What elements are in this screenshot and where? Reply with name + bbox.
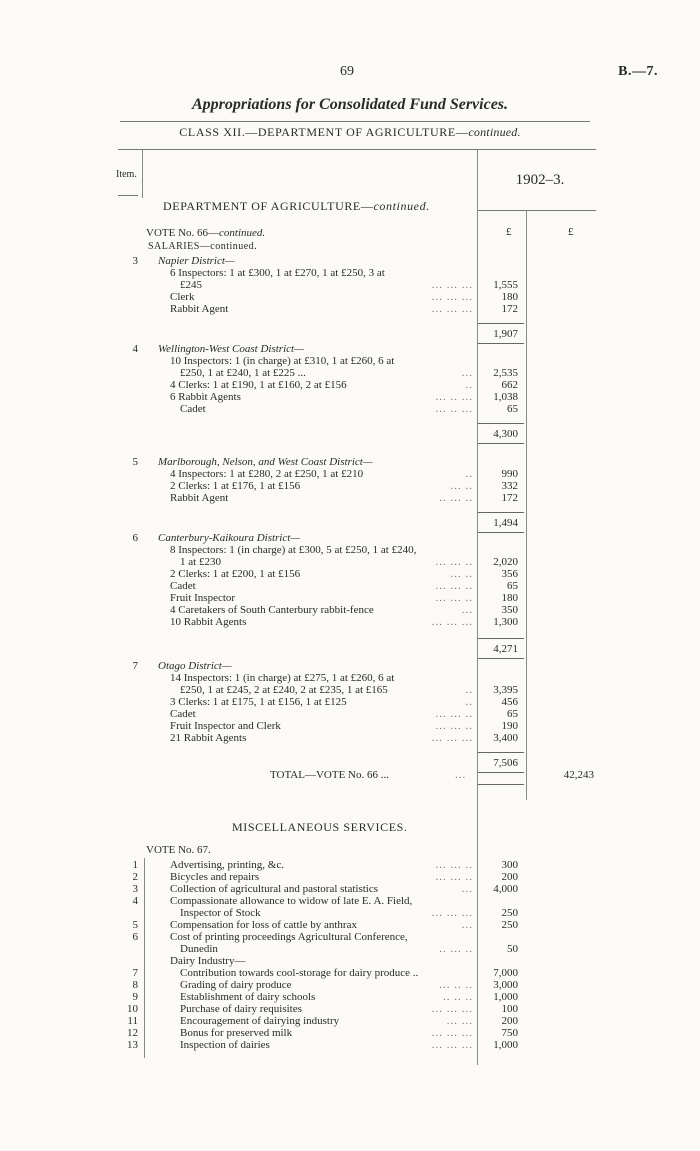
item-amount: 356 bbox=[501, 568, 518, 580]
item-description: Wellington-West Coast District— bbox=[158, 343, 304, 355]
vote-66-total-row bbox=[0, 768, 700, 782]
item-description: Fruit Inspector bbox=[170, 592, 236, 604]
item-description: 8 Inspectors: 1 (in charge) at £300, 5 at £250, 1 at £240, bbox=[170, 544, 417, 556]
leader-dots: ... ... .. bbox=[435, 871, 473, 883]
leader-dots: ... ... ... bbox=[431, 291, 473, 303]
table-row bbox=[0, 731, 700, 745]
item-number: 10 bbox=[127, 1003, 138, 1015]
subtotal-amount: 1,494 bbox=[493, 517, 518, 529]
item-number: 3 bbox=[132, 255, 138, 267]
page-title: Appropriations for Consolidated Fund Services. bbox=[191, 96, 509, 113]
table-row bbox=[0, 615, 700, 629]
item-amount: 3,400 bbox=[493, 732, 518, 744]
item-description: 10 Rabbit Agents bbox=[170, 616, 247, 628]
item-description: Advertising, printing, &c. bbox=[170, 859, 284, 871]
leader-dots: ... .. ... bbox=[435, 403, 473, 415]
leader-dots: ... .. .. bbox=[439, 979, 473, 991]
item-amount: 190 bbox=[501, 720, 518, 732]
item-amount: 1,000 bbox=[493, 1039, 518, 1051]
leader-dots: ... ... .. bbox=[435, 708, 473, 720]
item-number: 7 bbox=[132, 660, 138, 672]
item-number: 6 bbox=[132, 931, 138, 943]
item-amount: 1,555 bbox=[493, 279, 518, 291]
item-description: 4 Caretakers of South Canterbury rabbit-fence bbox=[170, 604, 374, 616]
item-amount: 300 bbox=[501, 859, 518, 871]
item-amount: 456 bbox=[501, 696, 518, 708]
item-description: £245 bbox=[180, 279, 202, 291]
item-amount: 172 bbox=[501, 492, 518, 504]
leader-dots: ... .. ... bbox=[435, 391, 473, 403]
leader-dots: .. ... .. bbox=[439, 943, 473, 955]
class-title-text: CLASS XII.—DEPARTMENT OF AGRICULTURE— bbox=[179, 125, 469, 139]
item-description: Encouragement of dairying industry bbox=[180, 1015, 340, 1027]
subtotal-amount: 1,907 bbox=[493, 328, 518, 340]
item-description: Fruit Inspector and Clerk bbox=[170, 720, 281, 732]
item-amount: 3,395 bbox=[493, 684, 518, 696]
item-amount: 250 bbox=[501, 907, 518, 919]
class-title-suffix: continued. bbox=[468, 125, 521, 139]
item-description: Bonus for preserved milk bbox=[180, 1027, 293, 1039]
item-description: Purchase of dairy requisites bbox=[180, 1003, 302, 1015]
leader-dots: ... ... .. bbox=[435, 556, 473, 568]
item-amount: 1,000 bbox=[493, 991, 518, 1003]
item-amount: 662 bbox=[501, 379, 518, 391]
item-amount: 2,535 bbox=[493, 367, 518, 379]
leader-dots: ... ... ... bbox=[431, 907, 473, 919]
item-description: 2 Clerks: 1 at £176, 1 at £156 bbox=[170, 480, 301, 492]
item-amount: 65 bbox=[507, 403, 518, 415]
item-amount: 3,000 bbox=[493, 979, 518, 991]
item-description: Collection of agricultural and pastoral statistics bbox=[170, 883, 379, 895]
item-description: Establishment of dairy schools bbox=[180, 991, 316, 1003]
item-description: Compassionate allowance to widow of late E. A. Field, bbox=[170, 895, 413, 907]
leader-dots: ... ... .. bbox=[435, 859, 473, 871]
department-title-text: DEPARTMENT OF AGRICULTURE— bbox=[163, 199, 374, 213]
item-amount: 200 bbox=[501, 1015, 518, 1027]
pound-sign-column-1: £ bbox=[506, 226, 512, 238]
item-description: Cadet bbox=[180, 403, 206, 415]
leader-dots: .. bbox=[465, 468, 473, 480]
item-description: £250, 1 at £245, 2 at £240, 2 at £235, 1 at £165 bbox=[180, 684, 388, 696]
item-amount: 2,020 bbox=[493, 556, 518, 568]
item-amount: 172 bbox=[501, 303, 518, 315]
item-description: 3 Clerks: 1 at £175, 1 at £156, 1 at £125 bbox=[170, 696, 347, 708]
leader-dots: ... ... ... bbox=[431, 616, 473, 628]
item-description: Inspection of dairies bbox=[180, 1039, 270, 1051]
item-description: Compensation for loss of cattle by anthrax bbox=[170, 919, 357, 931]
item-number: 3 bbox=[132, 883, 138, 895]
item-description: 6 Inspectors: 1 at £300, 1 at £270, 1 at £250, 3 at bbox=[170, 267, 385, 279]
leader-dots: .. ... .. bbox=[439, 492, 473, 504]
table-row bbox=[0, 491, 700, 505]
item-amount: 990 bbox=[501, 468, 518, 480]
item-number: 2 bbox=[132, 871, 138, 883]
table-row bbox=[0, 642, 700, 656]
subtotal-amount: 4,271 bbox=[493, 643, 518, 655]
item-amount: 7,000 bbox=[493, 967, 518, 979]
item-description: Otago District— bbox=[158, 660, 232, 672]
table-row bbox=[0, 1038, 700, 1052]
leader-dots: ... ... ... bbox=[431, 732, 473, 744]
year-header-rule bbox=[478, 210, 596, 211]
class-title bbox=[0, 125, 700, 140]
item-description: 1 at £230 bbox=[180, 556, 221, 568]
item-description: Cadet bbox=[170, 708, 196, 720]
table-top-rule bbox=[118, 149, 596, 150]
item-number: 4 bbox=[132, 895, 138, 907]
item-amount: 65 bbox=[507, 580, 518, 592]
item-header-rule bbox=[118, 195, 138, 196]
item-description: Cost of printing proceedings Agricultural Conference, bbox=[170, 931, 408, 943]
department-title bbox=[163, 199, 430, 214]
leader-dots: .. bbox=[465, 684, 473, 696]
subtotal-amount: 4,300 bbox=[493, 428, 518, 440]
item-amount: 200 bbox=[501, 871, 518, 883]
item-amount: 4,000 bbox=[493, 883, 518, 895]
item-column-header: Item. bbox=[116, 169, 137, 180]
item-number: 5 bbox=[132, 456, 138, 468]
leader-dots: ... .. bbox=[450, 568, 473, 580]
item-description: 6 Rabbit Agents bbox=[170, 391, 241, 403]
table-row bbox=[0, 302, 700, 316]
item-description: Grading of dairy produce bbox=[180, 979, 292, 991]
subtotal-rule bbox=[478, 638, 524, 639]
table-row bbox=[0, 327, 700, 341]
item-amount: 180 bbox=[501, 592, 518, 604]
item-amount: 1,300 bbox=[493, 616, 518, 628]
leader-dots: .. bbox=[465, 379, 473, 391]
year-column-header: 1902–3. bbox=[515, 172, 565, 188]
item-description: Dunedin bbox=[180, 943, 218, 955]
leader-dots: ... ... ... bbox=[431, 1027, 473, 1039]
item-number: 12 bbox=[127, 1027, 138, 1039]
subtotal-amount: 7,506 bbox=[493, 757, 518, 769]
item-description: Contribution towards cool-storage for dairy produce .. bbox=[180, 967, 419, 979]
item-description: 2 Clerks: 1 at £200, 1 at £156 bbox=[170, 568, 301, 580]
leader-dots: ... ... ... bbox=[431, 303, 473, 315]
item-amount: 750 bbox=[501, 1027, 518, 1039]
header-rule bbox=[120, 121, 590, 122]
item-description: £250, 1 at £240, 1 at £225 ... bbox=[180, 367, 306, 379]
item-number: 5 bbox=[132, 919, 138, 931]
leader-dots: ... bbox=[461, 604, 473, 616]
miscellaneous-title: MISCELLANEOUS SERVICES. bbox=[232, 820, 408, 834]
item-amount: 1,038 bbox=[493, 391, 518, 403]
item-description: Cadet bbox=[170, 580, 196, 592]
salaries-label: SALARIES—continued. bbox=[148, 241, 258, 252]
item-number: 1 bbox=[132, 859, 138, 871]
leader-dots: ... ... ... bbox=[431, 279, 473, 291]
vote-66-total-amount: 42,243 bbox=[563, 769, 594, 781]
item-description: 4 Inspectors: 1 at £280, 2 at £250, 1 at £210 bbox=[170, 468, 364, 480]
item-number: 11 bbox=[127, 1015, 138, 1027]
item-number: 8 bbox=[132, 979, 138, 991]
leader-dots: .. .. .. bbox=[443, 991, 473, 1003]
vote-66-heading bbox=[0, 226, 700, 240]
description-column-left-rule bbox=[142, 150, 143, 198]
item-number: 9 bbox=[132, 991, 138, 1003]
leader-dots: ... bbox=[461, 367, 473, 379]
item-number: 7 bbox=[132, 967, 138, 979]
item-amount: 100 bbox=[501, 1003, 518, 1015]
leader-dots: ... ... .. bbox=[435, 580, 473, 592]
leader-dots: ... ... ... bbox=[431, 1003, 473, 1015]
leader-dots: ... ... .. bbox=[435, 720, 473, 732]
leader-dots: ... bbox=[461, 883, 473, 895]
page-number: 69 bbox=[340, 64, 354, 79]
table-row bbox=[0, 402, 700, 416]
item-description: Bicycles and repairs bbox=[170, 871, 260, 883]
item-amount: 50 bbox=[507, 943, 518, 955]
document-code: B.—7. bbox=[618, 64, 658, 79]
vote-66-label: VOTE No. 66—continued. bbox=[146, 227, 266, 239]
item-description: Dairy Industry— bbox=[170, 955, 246, 967]
vote-66-total-underline bbox=[478, 784, 524, 785]
leader-dots: ... ... bbox=[446, 1015, 473, 1027]
item-description: 21 Rabbit Agents bbox=[170, 732, 247, 744]
leader-dots: ... ... .. bbox=[435, 592, 473, 604]
item-number: 4 bbox=[132, 343, 138, 355]
item-number: 13 bbox=[127, 1039, 138, 1051]
item-description: Marlborough, Nelson, and West Coast District— bbox=[158, 456, 373, 468]
item-amount: 65 bbox=[507, 708, 518, 720]
subtotal-rule bbox=[478, 323, 524, 324]
item-description: 10 Inspectors: 1 (in charge) at £310, 1 at £260, 6 at bbox=[170, 355, 395, 367]
item-description: Napier District— bbox=[158, 255, 235, 267]
item-description: Rabbit Agent bbox=[170, 492, 229, 504]
item-description: Canterbury-Kaikoura District— bbox=[158, 532, 301, 544]
item-amount: 180 bbox=[501, 291, 518, 303]
item-amount: 250 bbox=[501, 919, 518, 931]
vote-66-total-dots: ... bbox=[455, 769, 467, 781]
subtotal-underline bbox=[478, 443, 524, 444]
vote-67-heading bbox=[0, 843, 700, 857]
salaries-heading bbox=[0, 240, 700, 254]
leader-dots: ... bbox=[461, 919, 473, 931]
table-row bbox=[0, 516, 700, 530]
item-description: Inspector of Stock bbox=[180, 907, 261, 919]
item-description: 14 Inspectors: 1 (in charge) at £275, 1 at £260, 6 at bbox=[170, 672, 395, 684]
pound-sign-column-2: £ bbox=[568, 226, 574, 238]
vote-66-total-label: TOTAL—VOTE No. 66 ... bbox=[270, 769, 389, 781]
leader-dots: ... .. bbox=[450, 480, 473, 492]
leader-dots: .. bbox=[465, 696, 473, 708]
vote-67-label: VOTE No. 67. bbox=[146, 844, 211, 856]
item-amount: 350 bbox=[501, 604, 518, 616]
department-title-suffix: continued. bbox=[373, 199, 430, 213]
subtotal-rule bbox=[478, 423, 524, 424]
item-description: Rabbit Agent bbox=[170, 303, 229, 315]
item-amount: 332 bbox=[501, 480, 518, 492]
item-number: 6 bbox=[132, 532, 138, 544]
table-row bbox=[0, 427, 700, 441]
subtotal-rule bbox=[478, 512, 524, 513]
leader-dots: ... ... ... bbox=[431, 1039, 473, 1051]
subtotal-rule bbox=[478, 752, 524, 753]
item-description: 4 Clerks: 1 at £190, 1 at £160, 2 at £156 bbox=[170, 379, 347, 391]
item-description: Clerk bbox=[170, 291, 195, 303]
